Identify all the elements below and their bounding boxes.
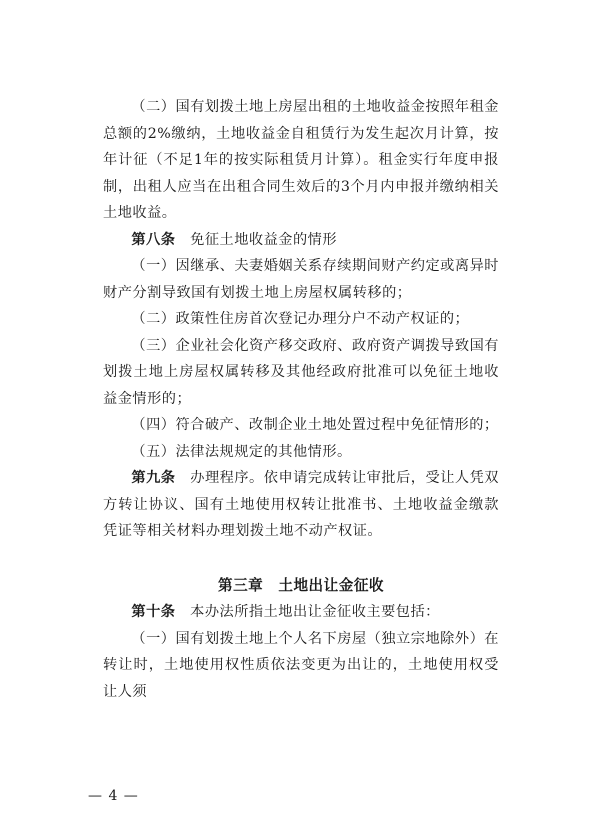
item-text: （五）法律法规规定的其他情形。 [131,443,352,460]
page-number: — 4 — [88,788,139,804]
chapter-title: 第三章 土地出让金征收 [217,576,385,594]
article-heading: 第九条 [131,470,176,486]
paragraph-text: （二）国有划拨土地上房屋出租的土地收益金按照年租金总额的2%缴纳，土地收益金自租赁行为发生起次月计算，按年计征（不足1年的按实际租赁月计算）。租金实行年度申报制，出租人应当在出租合同生效后的3个月内申报并缴纳相关土地收益。 [103,99,499,221]
section-gap [103,545,499,573]
article-heading: 第八条 [131,231,176,248]
article-8-item-4 [103,412,499,439]
article-10-item-1 [103,626,499,706]
article-heading: 第十条 [131,604,176,620]
article-8-item-1 [103,253,499,306]
article-8-item-3 [103,333,499,413]
article-text: 免征土地收益金的情形 [190,231,338,248]
item-text: （四）符合破产、改制企业土地处置过程中免征情形的； [131,417,499,433]
article-8-item-5 [103,439,499,466]
paragraph-rental-land-revenue [103,94,499,227]
article-8-item-2 [103,306,499,333]
item-text: （一）国有划拨土地上个人名下房屋（独立宗地除外）在转让时，土地使用权性质依法变更为出让的，土地使用权受让人须 [103,630,499,700]
item-text: （一）因继承、夫妻婚姻关系存续期间财产约定或离异时财产分割导致国有划拨土地上房屋权属转移的； [103,258,499,301]
item-text: （三）企业社会化资产移交政府、政府资产调拨导致国有划拨土地上房屋权属转移及其他经政府批准可以免征土地收益金情形的； [103,337,499,407]
article-9 [103,465,499,545]
article-8 [103,227,499,254]
item-text: （二）政策性住房首次登记办理分户不动产权证的； [131,311,470,327]
page-body [103,94,499,705]
article-text: 本办法所指土地出让金征收主要包括： [190,604,440,620]
article-text: 办理程序。依申请完成转让审批后，受让人凭双方转让协议、国有土地使用权转让批准书、土地收益金缴款凭证等相关材料办理划拨土地不动产权证。 [103,470,499,539]
article-10 [103,599,499,626]
